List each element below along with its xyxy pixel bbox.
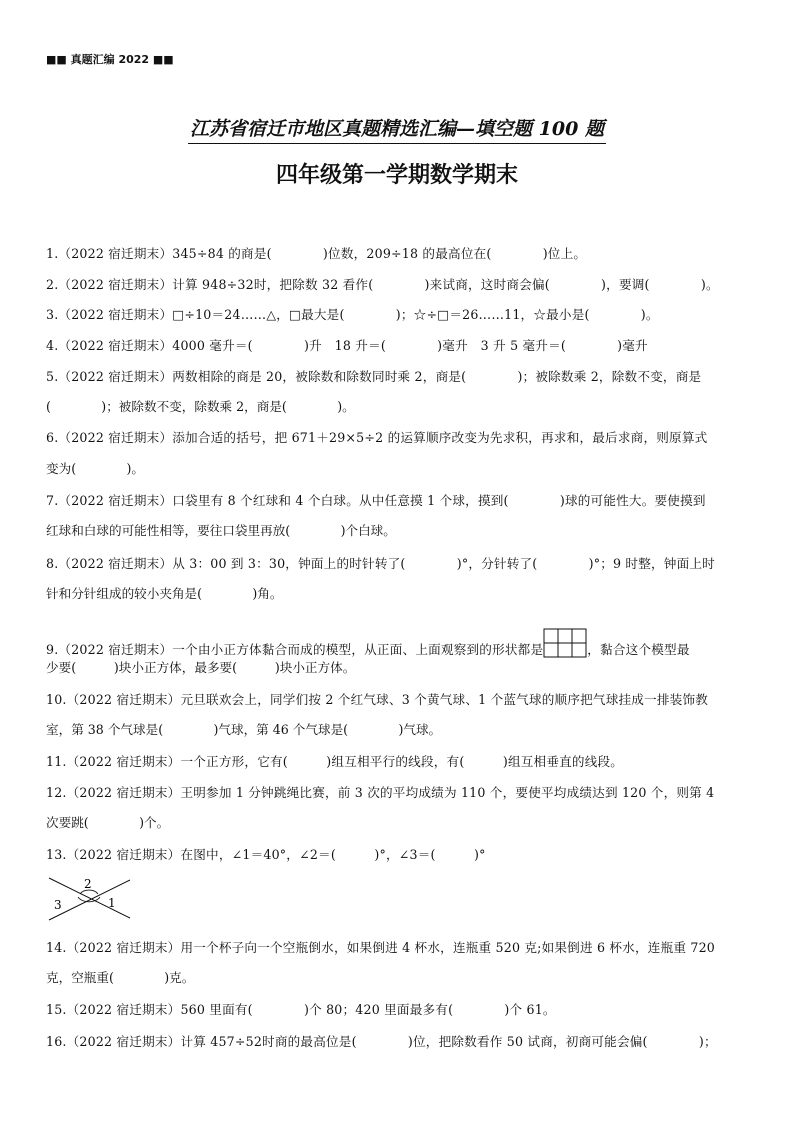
question-12: 12.（2022 宿迁期末）王明参加 1 分钟跳绳比赛，前 3 次的平均成绩为 110 个，要使平均成绩达到 120 个，则第 4 xyxy=(46,785,715,800)
document-title xyxy=(0,114,794,141)
document-title-text: 江苏省宿迁市地区真题精选汇编—填空题 100 题 xyxy=(188,118,606,144)
question-16: 16.（2022 宿迁期末）计算 457÷52时商的最高位是( )位，把除数看作 50 试商，初商可能会偏( )； xyxy=(46,1034,717,1049)
angle-1-label: 1 xyxy=(108,896,116,910)
question-1: 1.（2022 宿迁期末）345÷84 的商是( )位数，209÷18 的最高位在( )位上。 xyxy=(46,246,587,261)
question-10-line-2: 室，第 38 个气球是( )气球，第 46 个气球是( )气球。 xyxy=(46,722,442,737)
question-5: 5.（2022 宿迁期末）两数相除的商是 20，被除数和除数同时乘 2，商是( )；被除数乘 2，除数不变，商是 xyxy=(46,369,702,384)
question-9-text-a: 9.（2022 宿迁期末）一个由小正方体黏合而成的模型，从正面、上面观察到的形状都是 xyxy=(46,642,544,657)
question-8-line-2: 针和分针组成的较小夹角是( )角。 xyxy=(46,586,283,601)
question-2: 2.（2022 宿迁期末）计算 948÷32时，把除数 32 看作( )来试商，这时商会偏( )，要调( )。 xyxy=(46,277,719,292)
question-14-line-2: 克，空瓶重( )克。 xyxy=(46,970,195,985)
angle-3-label: 3 xyxy=(54,898,62,912)
angle-2-label: 2 xyxy=(84,877,92,891)
intersecting-lines-figure xyxy=(46,876,136,926)
document-subtitle: 四年级第一学期数学期末 xyxy=(275,162,518,188)
question-9-text-b: ，黏合这个模型最 xyxy=(587,642,690,657)
question-10: 10.（2022 宿迁期末）元旦联欢会上，同学们按 2 个红气球、3 个黄气球、1 个蓝气球的顺序把气球挂成一排装饰教 xyxy=(46,692,709,707)
question-6: 6.（2022 宿迁期末）添加合适的括号，把 671＋29×5÷2 的运算顺序改变为先求积，再求和，最后求商，则原算式 xyxy=(46,430,708,445)
question-3: 3.（2022 宿迁期末）□÷10＝24……△，□最大是( )；☆÷□＝26……11，☆最小是( )。 xyxy=(46,307,659,322)
question-8: 8.（2022 宿迁期末）从 3：00 到 3：30，钟面上的时针转了( )°，分针转了( )°；9 时整，钟面上时 xyxy=(46,556,715,571)
question-5-line-2: ( )；被除数不变，除数乘 2，商是( )。 xyxy=(46,399,355,414)
question-13: 13.（2022 宿迁期末）在图中，∠1＝40°，∠2＝( )°，∠3＝( )° xyxy=(46,847,486,862)
page-header: ■■ 真题汇编 2022 ■■ xyxy=(46,53,174,66)
question-14: 14.（2022 宿迁期末）用一个杯子向一个空瓶倒水，如果倒进 4 杯水，连瓶重 520 克;如果倒进 6 杯水，连瓶重 720 xyxy=(46,940,715,955)
question-12-line-2: 次要跳( )个。 xyxy=(46,815,170,830)
question-7: 7.（2022 宿迁期末）口袋里有 8 个红球和 4 个白球。从中任意摸 1 个球，摸到( )球的可能性大。要使摸到 xyxy=(46,493,706,508)
question-15: 15.（2022 宿迁期末）560 里面有( )个 80；420 里面最多有( )个 61。 xyxy=(46,1002,556,1017)
question-9-line-2: 少要( )块小正方体，最多要( )块小正方体。 xyxy=(46,660,356,675)
question-4: 4.（2022 宿迁期末）4000 毫升＝( )升 18 升＝( )毫升 3 升 5 毫升＝( )毫升 xyxy=(46,338,648,353)
question-11: 11.（2022 宿迁期末）一个正方形，它有( )组互相平行的线段，有( )组互相垂直的线段。 xyxy=(46,754,624,769)
question-6-line-2: 变为( )。 xyxy=(46,461,144,476)
question-7-line-2: 红球和白球的可能性相等，要往口袋里再放( )个白球。 xyxy=(46,523,396,538)
three-square-grid-figure xyxy=(543,628,587,664)
